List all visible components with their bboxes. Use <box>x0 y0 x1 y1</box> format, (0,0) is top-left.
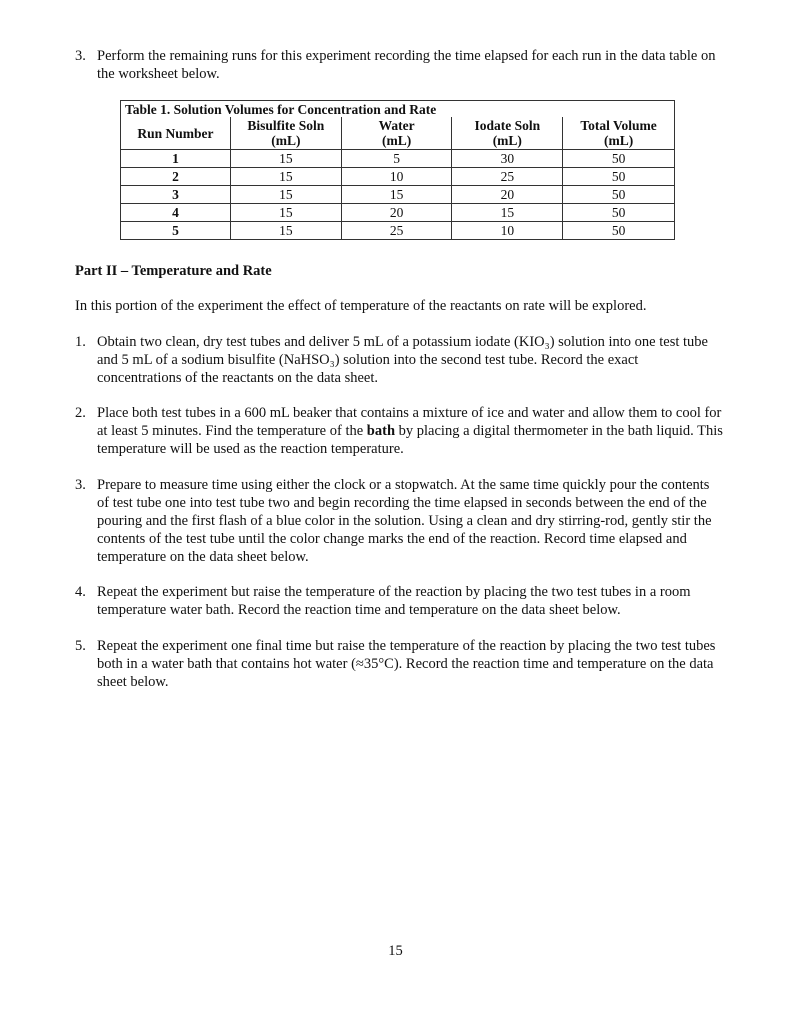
page-number: 15 <box>388 943 403 959</box>
step-number: 2. <box>75 405 86 421</box>
step-text: Repeat the experiment but raise the temperature of the reaction by placing the two test tubes in a room temperature water bath. Record the reaction time and temperature on the data sheet below. <box>97 584 691 618</box>
step-3-remaining-runs <box>75 47 725 83</box>
step-text: Prepare to measure time using either the clock or a stopwatch. At the same time quickly pour the contents of test tube one into test tube two and begin recording the time elapsed in seconds between the end of the pouring and the first flash of a blue color in the solution. Using a clean and dry stirring-rod, gently stir the contents of the test tube until the color change marks the end of the reaction. Record time elapsed and temperature on the data sheet below. <box>97 477 712 565</box>
column-header-water: Water (mL) <box>341 117 452 150</box>
table-cell: 10 <box>341 168 452 186</box>
table-cell: 15 <box>452 204 563 222</box>
table-row <box>121 168 675 186</box>
table-cell: 15 <box>230 222 341 240</box>
part-2-heading: Part II – Temperature and Rate <box>75 263 272 279</box>
step-2-ice-bath <box>75 404 725 458</box>
table-cell: 50 <box>563 186 675 204</box>
table-cell: 15 <box>230 150 341 168</box>
step-text: Repeat the experiment one final time but raise the temperature of the reaction by placing the two test tubes both in a water bath that contains hot water (≈35°C). Record the reaction time and temperature on the data sheet below. <box>97 638 716 690</box>
table-caption: Table 1. Solution Volumes for Concentration and Rate <box>121 101 675 118</box>
column-header-bisulfite: Bisulfite Soln (mL) <box>230 117 341 150</box>
table-cell: 20 <box>452 186 563 204</box>
table-cell: 15 <box>230 186 341 204</box>
table-cell: 30 <box>452 150 563 168</box>
step-text: Place both test tubes in a 600 mL beaker that contains a mixture of ice and water and allow them to cool for at least 5 minutes. Find the temperature of the bath by placing a digital thermometer in the bath liquid. This temperature will be used as the reaction temperature. <box>97 405 723 457</box>
run-number-cell: 5 <box>121 222 231 240</box>
column-header-run-number: Run Number <box>121 117 231 150</box>
table-cell: 15 <box>230 168 341 186</box>
part-2-intro: In this portion of the experiment the effect of temperature of the reactants on rate will be explored. <box>75 298 647 314</box>
step-5-hot-water <box>75 637 725 691</box>
column-header-iodate: Iodate Soln (mL) <box>452 117 563 150</box>
table-cell: 15 <box>230 204 341 222</box>
step-number: 3. <box>75 48 86 64</box>
table-row <box>121 222 675 240</box>
step-number: 5. <box>75 638 86 654</box>
table-cell: 20 <box>341 204 452 222</box>
table-cell: 50 <box>563 204 675 222</box>
table-row <box>121 186 675 204</box>
step-number: 3. <box>75 477 86 493</box>
step-text: Obtain two clean, dry test tubes and deliver 5 mL of a potassium iodate (KIO₃) solution into one test tube and 5 mL of a sodium bisulfite (NaHSO₃) solution into the second test tube. Record the exact concentrations of the reactants on the data sheet. <box>97 334 708 386</box>
step-1-obtain-test-tubes <box>75 333 725 387</box>
run-number-cell: 3 <box>121 186 231 204</box>
table-row <box>121 204 675 222</box>
table-cell: 50 <box>563 168 675 186</box>
solution-volumes-table <box>120 100 675 240</box>
table-cell: 25 <box>452 168 563 186</box>
run-number-cell: 2 <box>121 168 231 186</box>
table-header-row <box>121 117 675 150</box>
step-3-measure-time <box>75 476 725 566</box>
step-4-room-temperature <box>75 583 725 619</box>
bold-word-bath: bath <box>366 423 396 439</box>
step-text: Perform the remaining runs for this experiment recording the time elapsed for each run in the data table on the worksheet below. <box>97 48 716 82</box>
step-number: 1. <box>75 334 86 350</box>
table-cell: 50 <box>563 222 675 240</box>
table-cell: 25 <box>341 222 452 240</box>
run-number-cell: 4 <box>121 204 231 222</box>
table-cell: 10 <box>452 222 563 240</box>
run-number-cell: 1 <box>121 150 231 168</box>
column-header-total-volume: Total Volume (mL) <box>563 117 675 150</box>
table-cell: 50 <box>563 150 675 168</box>
table-row <box>121 150 675 168</box>
step-number: 4. <box>75 584 86 600</box>
table-cell: 5 <box>341 150 452 168</box>
table-cell: 15 <box>341 186 452 204</box>
